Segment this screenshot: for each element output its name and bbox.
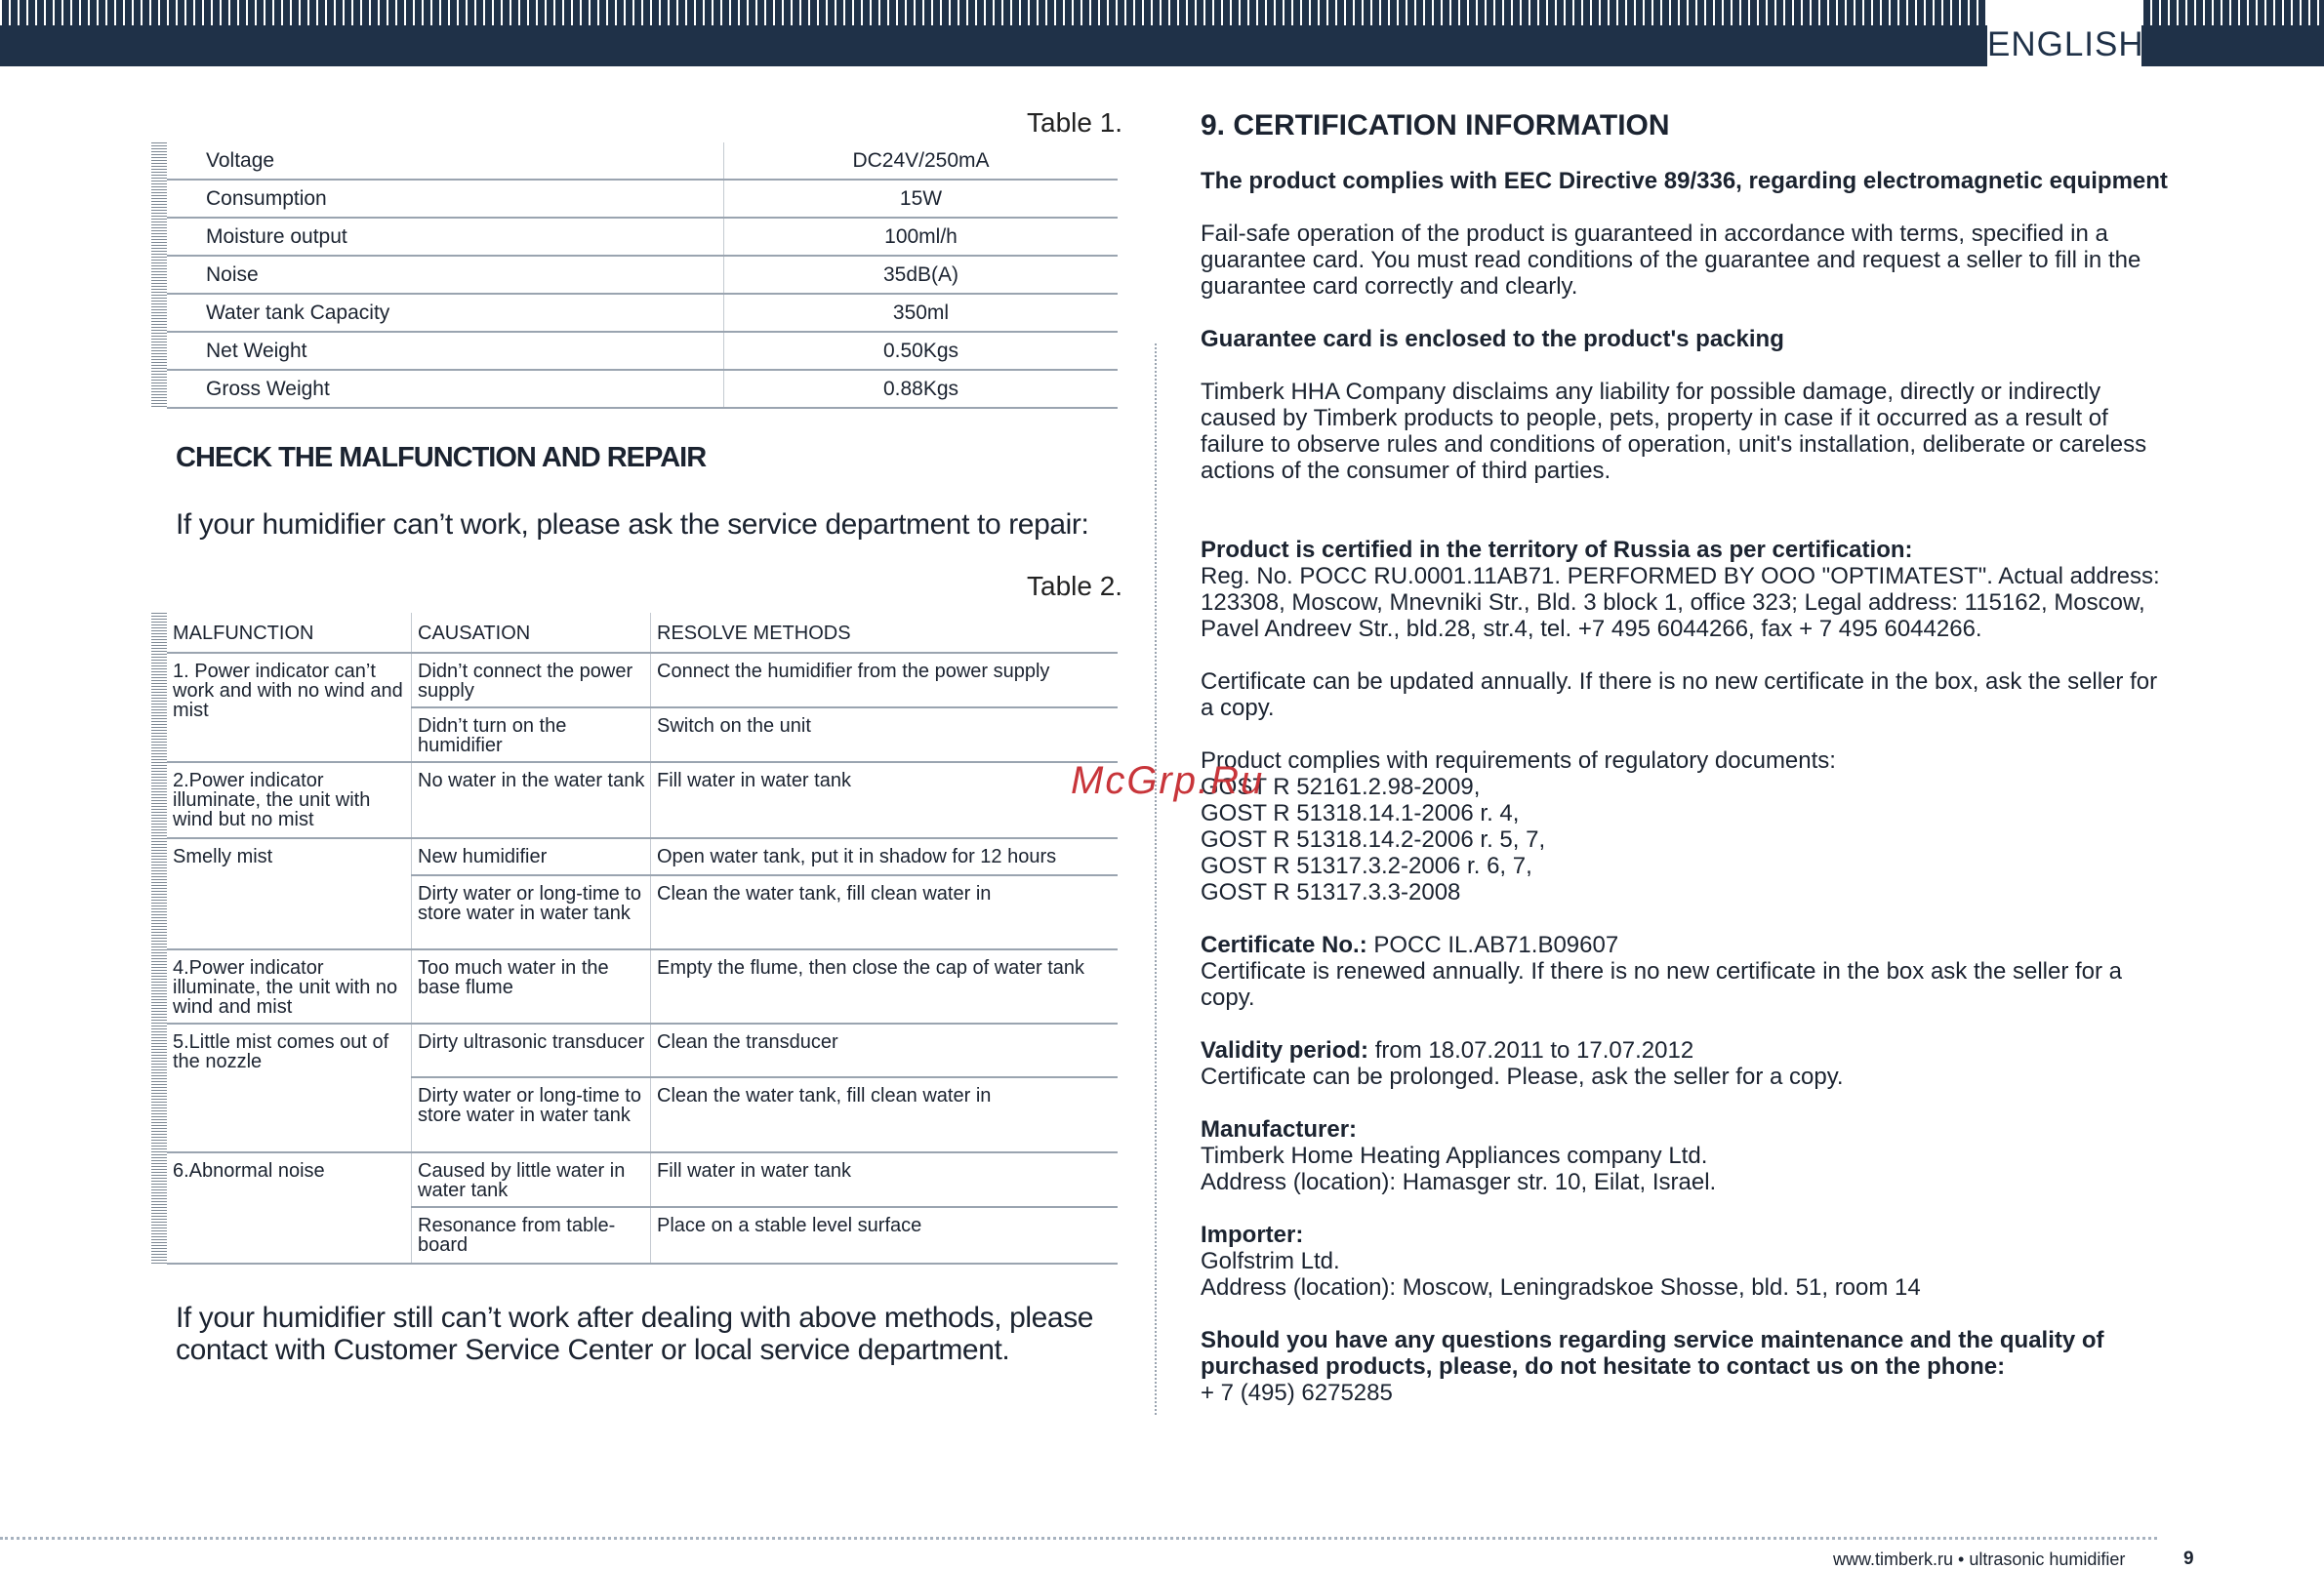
- spec-key: Gross Weight: [167, 370, 724, 408]
- contact: [1201, 1327, 2177, 1406]
- guarantee-card-note: Guarantee card is enclosed to the product's packing: [1201, 326, 1784, 352]
- outro-text: If your humidifier still can’t work after dealing with above methods, please contact with Customer Service Center or local service department.: [176, 1302, 1094, 1366]
- gost-item: GOST R 51318.14.2-2006 r. 5, 7,: [1201, 826, 1546, 853]
- resolve-cell: Place on a stable level surface: [651, 1207, 1119, 1264]
- spec-key: Water tank Capacity: [167, 294, 724, 332]
- resolve-cell: Fill water in water tank: [651, 762, 1119, 838]
- table-header-row: [151, 613, 1118, 653]
- malfunction-cell: Smelly mist: [167, 838, 412, 949]
- manufacturer: [1201, 1116, 2177, 1195]
- causation-cell: Dirty water or long-time to store water in water tank: [412, 875, 651, 949]
- table-row: [151, 949, 1118, 1024]
- language-label: ENGLISH: [1987, 25, 2144, 63]
- certified-label: Product is certified in the territory of Russia as per certification:: [1201, 537, 1913, 563]
- footer-text: www.timberk.ru • ultrasonic humidifier: [1833, 1550, 2126, 1569]
- spec-row: [151, 370, 1118, 408]
- header-resolve: RESOLVE METHODS: [651, 613, 1119, 653]
- causation-cell: Didn’t turn on the humidifier: [412, 707, 651, 762]
- certified-text: Reg. No. POCC RU.0001.11AB71. PERFORMED BY OOO "OPTIMATEST". Actual address: 123308, Moscow, Mnevniki Str., Bld. 3 block 1, office 323; Legal address: 115162, Moscow, Pavel Andreev Str., bld.28, str.4, tel. +7 495 6044266, fax + 7 495 6044266.: [1201, 563, 2160, 642]
- causation-cell: Dirty water or long-time to store water in water tank: [412, 1077, 651, 1152]
- spec-key: Net Weight: [167, 332, 724, 370]
- causation-cell: New humidifier: [412, 838, 651, 875]
- validity-label: Validity period:: [1201, 1037, 1369, 1064]
- watermark: McGrp.Ru: [1071, 759, 1265, 802]
- table-row: [151, 838, 1118, 875]
- page-number: 9: [2183, 1549, 2194, 1569]
- resolve-cell: Clean the water tank, fill clean water in: [651, 875, 1119, 949]
- eec-statement: The product complies with EEC Directive 89/336, regarding electromagnetic equipment: [1201, 168, 2168, 194]
- resolve-cell: Fill water in water tank: [651, 1152, 1119, 1207]
- causation-cell: Resonance from table-board: [412, 1207, 651, 1264]
- table-row: [151, 653, 1118, 707]
- spec-row: [151, 218, 1118, 256]
- table1-label: Table 1.: [1027, 107, 1123, 138]
- complies-text: Product complies with requirements of regulatory documents:: [1201, 747, 1836, 774]
- russia-certification: [1201, 537, 2177, 642]
- resolve-cell: Clean the transducer: [651, 1024, 1119, 1077]
- spec-key: Moisture output: [167, 218, 724, 256]
- spec-key: Noise: [167, 256, 724, 294]
- importer-address: Address (location): Moscow, Leningradskoe Shosse, bld. 51, room 14: [1201, 1274, 1921, 1301]
- check-heading: CHECK THE MALFUNCTION AND REPAIR: [176, 442, 707, 473]
- resolve-cell: Switch on the unit: [651, 707, 1119, 762]
- table-row: [151, 762, 1118, 838]
- spec-value: 35dB(A): [724, 256, 1119, 294]
- manufacturer-address: Address (location): Hamasger str. 10, Eilat, Israel.: [1201, 1169, 1717, 1195]
- gost-item: GOST R 51317.3.3-2008: [1201, 879, 1461, 906]
- causation-cell: Caused by little water in water tank: [412, 1152, 651, 1207]
- importer-label: Importer:: [1201, 1222, 1304, 1248]
- spec-value: 0.88Kgs: [724, 370, 1119, 408]
- certification-section: [1201, 109, 2177, 1432]
- certificate-number: [1201, 932, 2177, 1011]
- malfunction-cell: 2.Power indicator illuminate, the unit with wind but no mist: [167, 762, 412, 838]
- banner-ticks: [2141, 0, 2324, 25]
- cert-no-value: POCC IL.AB71.B09607: [1366, 932, 1619, 958]
- failsafe-text: Fail-safe operation of the product is guaranteed in accordance with terms, specified in a guarantee card. You must read conditions of the guarantee and request a seller to fill in the guarantee card correctly and clearly.: [1201, 221, 2141, 300]
- spec-row: [151, 294, 1118, 332]
- spec-value: 15W: [724, 180, 1119, 218]
- column-divider: [1155, 343, 1157, 1415]
- table-row: [151, 1024, 1118, 1077]
- cert-no-label: Certificate No.:: [1201, 932, 1367, 958]
- spec-row: [151, 256, 1118, 294]
- regulatory-docs: [1201, 747, 2177, 906]
- spec-value: 0.50Kgs: [724, 332, 1119, 370]
- spec-row: [151, 142, 1118, 180]
- malfunction-cell: 6.Abnormal noise: [167, 1152, 412, 1264]
- resolve-cell: Clean the water tank, fill clean water in: [651, 1077, 1119, 1152]
- malfunction-table: [151, 613, 1118, 1265]
- header-malfunction: MALFUNCTION: [167, 613, 412, 653]
- spec-value: 350ml: [724, 294, 1119, 332]
- gost-item: GOST R 52161.2.98-2009,: [1201, 774, 1481, 800]
- manufacturer-label: Manufacturer:: [1201, 1116, 1358, 1143]
- malfunction-cell: 1. Power indicator can’t work and with no wind and mist: [167, 653, 412, 762]
- spec-table: [151, 142, 1118, 409]
- questions-text: Should you have any questions regarding service maintenance and the quality of purchased products, please, do not hesitate to contact us on the phone:: [1201, 1327, 2104, 1380]
- validity-value: from 18.07.2011 to 17.07.2012: [1368, 1037, 1694, 1064]
- spec-row: [151, 332, 1118, 370]
- table2-label: Table 2.: [1027, 571, 1123, 601]
- update-note: Certificate can be updated annually. If there is no new certificate in the box, ask the seller for a copy.: [1201, 668, 2158, 721]
- manufacturer-name: Timberk Home Heating Appliances company Ltd.: [1201, 1143, 1708, 1169]
- causation-cell: Didn’t connect the power supply: [412, 653, 651, 707]
- resolve-cell: Connect the humidifier from the power supply: [651, 653, 1119, 707]
- importer-name: Golfstrim Ltd.: [1201, 1248, 1340, 1274]
- disclaimer-text: Timberk HHA Company disclaims any liability for possible damage, directly or indirectly caused by Timberk products to people, pets, property in case if it occurred as a result of failure to observe rules and conditions of operation, unit's installation, deliberate or careless actions of the consumer of third parties.: [1201, 379, 2147, 484]
- spec-row: [151, 180, 1118, 218]
- phone-number: + 7 (495) 6275285: [1201, 1380, 1393, 1406]
- gost-item: GOST R 51317.3.2-2006 r. 6, 7,: [1201, 853, 1532, 879]
- footer-rule: [0, 1537, 2157, 1540]
- importer: [1201, 1222, 2177, 1301]
- gost-item: GOST R 51318.14.1-2006 r. 4,: [1201, 800, 1520, 826]
- spec-key: Consumption: [167, 180, 724, 218]
- malfunction-cell: 4.Power indicator illuminate, the unit with no wind and mist: [167, 949, 412, 1024]
- spec-key: Voltage: [167, 142, 724, 180]
- causation-cell: Too much water in the base flume: [412, 949, 651, 1024]
- table-row: [151, 1152, 1118, 1207]
- spec-value: DC24V/250mA: [724, 142, 1119, 180]
- causation-cell: No water in the water tank: [412, 762, 651, 838]
- spec-value: 100ml/h: [724, 218, 1119, 256]
- resolve-cell: Empty the flume, then close the cap of water tank: [651, 949, 1119, 1024]
- check-intro: If your humidifier can’t work, please ask the service department to repair:: [176, 508, 1089, 541]
- banner-ticks: [0, 0, 1987, 25]
- top-banner: [0, 0, 2324, 66]
- validity: [1201, 1037, 2177, 1090]
- renewed-text: Certificate is renewed annually. If there is no new certificate in the box ask the seller for a copy.: [1201, 958, 2123, 1011]
- causation-cell: Dirty ultrasonic transducer: [412, 1024, 651, 1077]
- header-causation: CAUSATION: [412, 613, 651, 653]
- resolve-cell: Open water tank, put it in shadow for 12 hours: [651, 838, 1119, 875]
- prolonged-text: Certificate can be prolonged. Please, ask the seller for a copy.: [1201, 1064, 1844, 1090]
- certification-title: 9. CERTIFICATION INFORMATION: [1201, 109, 1670, 141]
- malfunction-cell: 5.Little mist comes out of the nozzle: [167, 1024, 412, 1152]
